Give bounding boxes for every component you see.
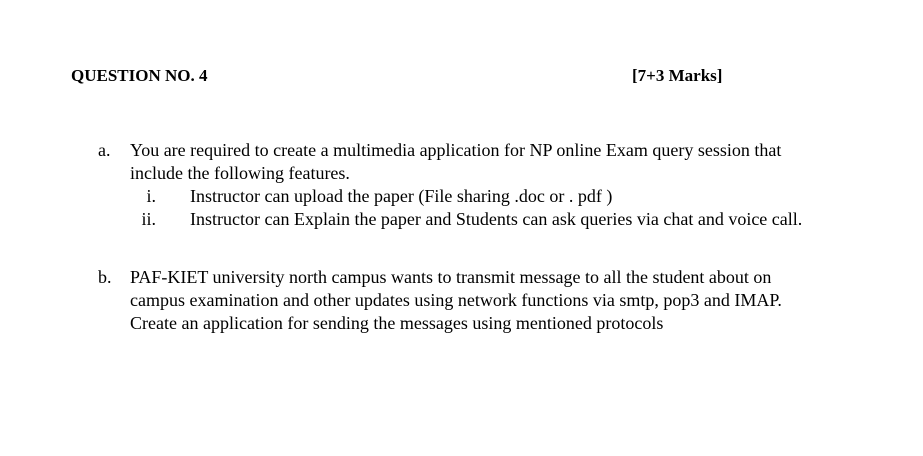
part-a-body: [130, 139, 803, 231]
part-a-subitem-ii: [130, 208, 803, 231]
part-b-line-2: campus examination and other updates using network functions via smtp, pop3 and IMAP.: [130, 290, 782, 310]
subitem-i-text: Instructor can upload the paper (File sharing .doc or . pdf ): [190, 186, 613, 206]
part-b-line-3: Create an application for sending the messages using mentioned protocols: [130, 313, 664, 333]
part-a-subitem-i: [130, 185, 781, 208]
subitem-i-label: i.: [146, 186, 156, 206]
part-b-body: [130, 266, 782, 335]
part-b-line-1: PAF-KIET university north campus wants to transmit message to all the student about on: [130, 267, 772, 287]
subitem-ii-text: Instructor can Explain the paper and Students can ask queries via chat and voice call.: [190, 209, 803, 229]
subitem-ii-label: ii.: [141, 209, 156, 229]
part-b-label: b.: [98, 267, 112, 287]
part-a-line-2: include the following features.: [130, 163, 350, 183]
question-title: QUESTION NO. 4: [71, 66, 208, 85]
part-a-line-1: You are required to create a multimedia application for NP online Exam query session that: [130, 140, 782, 160]
part-a-label: a.: [98, 140, 111, 160]
question-marks: [7+3 Marks]: [632, 66, 723, 85]
